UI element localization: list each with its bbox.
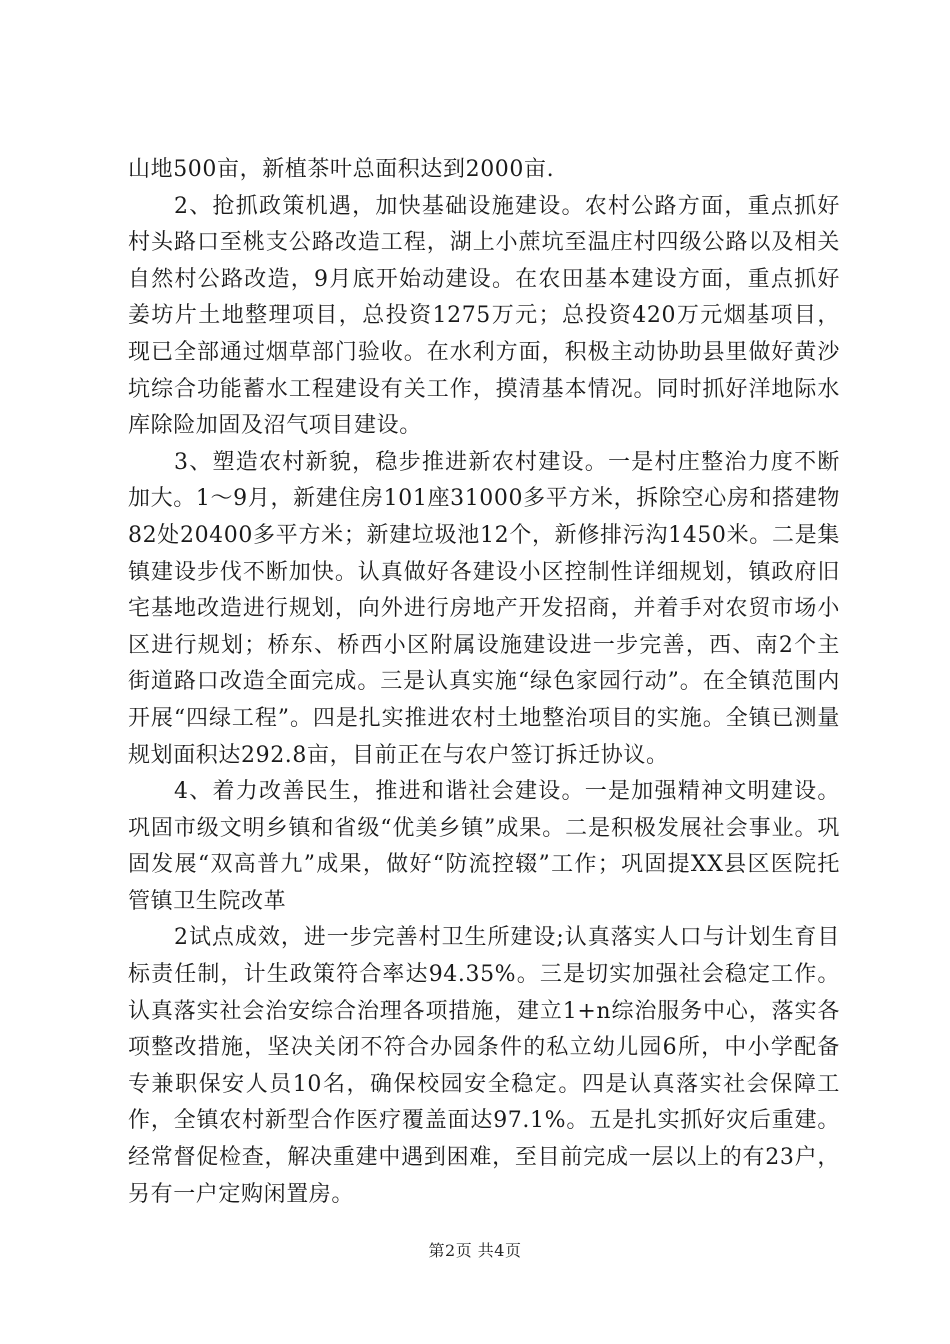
paragraph-continuation: 山地500亩，新植茶叶总面积达到2000亩. — [128, 157, 555, 182]
paragraph-infrastructure: 2、抢抓政策机遇，加快基础设施建设。农村公路方面，重点抓好村头路口至桃支公路改造工程，湖上小蔗坑至温庄村四级公路以及相关自然村公路改造，9月底开始动建设。在农田基本建设方面，重点抓好姜坊片土地整理项目，总投资1275万元；总投资420万元烟基项目，现已全部通过烟草部门验收。在水利方面，积极主动协助县里做好黄沙坑综合功能蓄水工程建设有关工作，摸清基本情况。同时抓好洋地际水库除险加固及沼气项目建设。 — [128, 193, 840, 439]
paragraph-pilot-results: 2试点成效，进一步完善村卫生所建设;认真落实人口与计划生育目标责任制，计生政策符合率达94.35%。三是切实加强社会稳定工作。认真落实社会治安综合治理各项措施，建立1+n综治服务中心，落实各项整改措施，坚决关闭不符合办园条件的私立幼儿园6所，中小学配备专兼职保安人员10名，确保校园安全稳定。四是认真落实社会保障工作，全镇农村新型合作医疗覆盖面达97.1%。五是扎实抓好灾后重建。经常督促检查，解决重建中遇到困难，至目前完成一层以上的有23户，另有一户定购闲置房。 — [128, 925, 840, 1207]
page-number-footer: 第2页 共4页 — [428, 1241, 522, 1260]
paragraph-livelihood: 4、着力改善民生，推进和谐社会建设。一是加强精神文明建设。巩固市级文明乡镇和省级“优美乡镇”成果。二是积极发展社会事业。巩固发展“双高普九”成果，做好“防流控辍”工作；巩固提XX县区医院托管镇卫生院改革 — [128, 779, 840, 914]
paragraph-new-countryside: 3、塑造农村新貌，稳步推进新农村建设。一是村庄整治力度不断加大。1～9月，新建住房101座31000多平方米，拆除空心房和搭建物82处20400多平方米；新建垃圾池12个，新修排污沟1450米。二是集镇建设步伐不断加快。认真做好各建设小区控制性详细规划，镇政府旧宅基地改造进行规划，向外进行房地产开发招商，并着手对农贸市场小区进行规划；桥东、桥西小区附属设施建设进一步完善，西、南2个主街道路口改造全面完成。三是认真实施“绿色家园行动”。在全镇范围内开展“四绿工程”。四是扎实推进农村土地整治项目的实施。全镇已测量规划面积达292.8亩，目前正在与农户签订拆迁协议。 — [128, 449, 840, 768]
document-body — [128, 152, 840, 1213]
